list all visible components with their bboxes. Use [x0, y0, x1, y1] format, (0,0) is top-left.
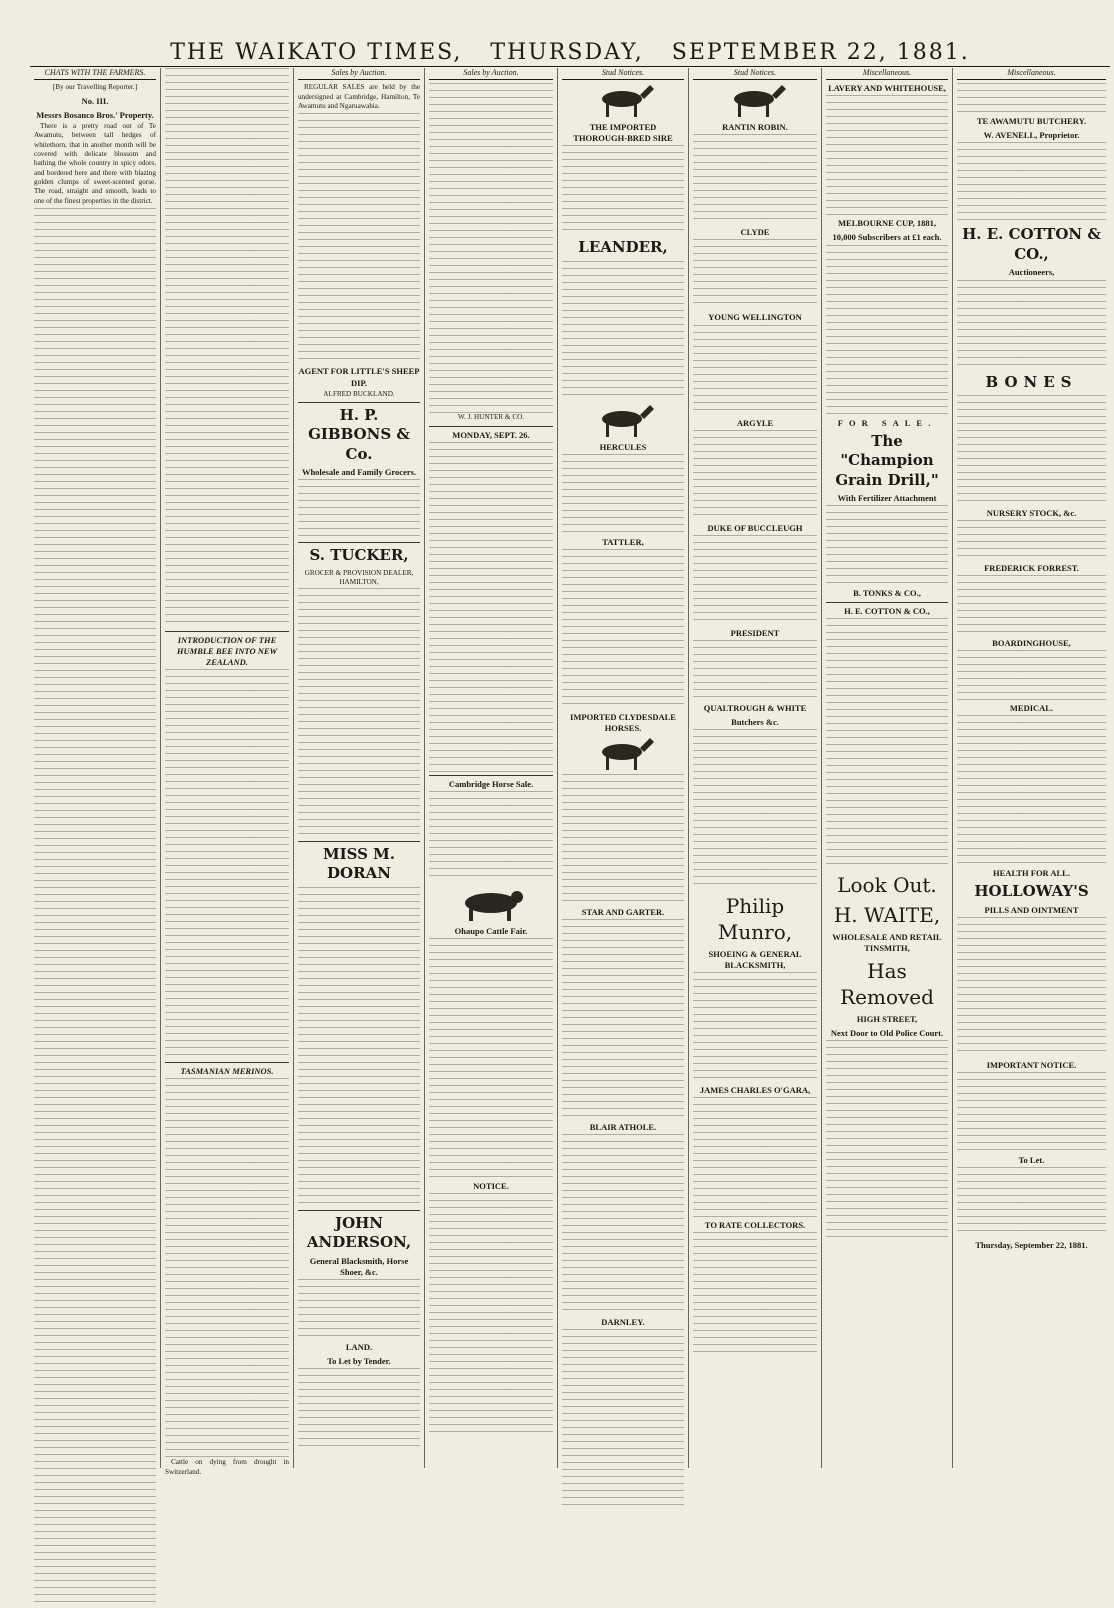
ad-heading-notice: NOTICE. — [473, 1180, 509, 1191]
ad-subheading: 10,000 Subscribers at £1 each. — [832, 232, 942, 243]
ad-body-text — [957, 917, 1106, 1057]
stud-body-text — [693, 239, 817, 309]
ad-heading-cattle-fair: Ohaupo Cattle Fair. — [454, 925, 528, 936]
ad-signature: ALFRED BUCKLAND. — [323, 389, 395, 398]
ad-body-text — [298, 479, 420, 539]
ad-body-text — [957, 83, 1106, 113]
masthead-date: SEPTEMBER 22, 1881. — [671, 39, 970, 65]
ad-heading-holloway: HOLLOWAY'S — [974, 882, 1089, 901]
ad-heading-cotton: H. E. COTTON & CO., — [844, 606, 930, 617]
horse-illustration — [588, 736, 658, 772]
ad-heading-gibbons: H. P. GIBBONS & Co. — [308, 405, 410, 463]
ad-heading-tolet: To Let. — [1018, 1154, 1045, 1165]
ad-body-text — [429, 442, 553, 772]
stud-heading-argyle: ARGYLE — [736, 417, 774, 428]
stud-body-text — [562, 454, 684, 534]
article-heading-bee: INTRODUCTION OF THE HUMBLE BEE INTO NEW ZEALAND. — [176, 635, 278, 668]
ad-body-text — [826, 505, 948, 585]
stud-heading-hercules: HERCULES — [599, 441, 647, 452]
ad-body-text — [693, 972, 817, 1082]
ad-body-text — [429, 1193, 553, 1433]
ad-heading-anderson: JOHN ANDERSON, — [306, 1213, 412, 1252]
masthead-title: THE WAIKATO TIMES, — [170, 39, 463, 65]
ad-heading-melbourne: MELBOURNE CUP, 1881, — [838, 218, 936, 229]
ad-subheading: Butchers &c. — [731, 716, 779, 727]
column-header: Stud Notices. — [693, 68, 817, 80]
imprint-date: Thursday, September 22, 1881. — [975, 1239, 1088, 1250]
stud-heading-rantin: RANTIN ROBIN. — [722, 122, 788, 133]
ad-body-text — [957, 715, 1106, 865]
ad-heading-butchery: TE AWAMUTU BUTCHERY. — [976, 116, 1087, 127]
ad-body-text — [957, 520, 1106, 560]
ad-heading-ogara: JAMES CHARLES O'GARA, — [699, 1084, 811, 1095]
column-header: Stud Notices. — [562, 68, 684, 80]
stud-body-text — [693, 325, 817, 415]
masthead-day: THURSDAY, — [490, 39, 644, 65]
ad-subheading: W. AVENELL, Proprietor. — [983, 130, 1080, 141]
ad-subheading: Auctioneers, — [1008, 267, 1055, 278]
article-body-text — [34, 208, 156, 1608]
column-sales-1 — [294, 68, 425, 1468]
columns — [30, 68, 1110, 1476]
stud-heading-darnley: DARNLEY. — [601, 1317, 645, 1328]
horse-illustration — [588, 403, 658, 439]
ad-heading-removed: Has Removed — [840, 959, 934, 1010]
column-stud-2 — [689, 68, 822, 1468]
stud-body-text — [562, 774, 684, 904]
stud-body-text — [562, 549, 684, 709]
ad-body-text — [957, 280, 1106, 370]
ad-heading-horse-sale: Cambridge Horse Sale. — [448, 778, 534, 789]
ad-body-text — [826, 245, 948, 415]
ad-subheading: With Fertilizer Attachment — [837, 493, 937, 504]
horse-illustration — [588, 83, 658, 119]
ad-date: MONDAY, SEPT. 26. — [452, 429, 530, 440]
ad-body-text — [693, 1097, 817, 1217]
ad-subheading: PILLS AND OINTMENT — [984, 904, 1079, 915]
column-header: Miscellaneous. — [826, 68, 948, 80]
ad-body-text — [957, 395, 1106, 505]
column-header: Sales by Auction. — [298, 68, 420, 80]
ad-heading-nursery: NURSERY STOCK, &c. — [986, 508, 1077, 519]
ad-body-text — [298, 1368, 420, 1448]
byline: [By our Travelling Reporter.] — [52, 83, 138, 92]
article-body-text — [165, 1078, 289, 1458]
ad-body-text — [298, 887, 420, 1207]
ad-body-text — [826, 95, 948, 215]
ad-body-text — [957, 1167, 1106, 1237]
ad-body-text — [826, 1040, 948, 1240]
stud-heading-duke: DUKE OF BUCCLEUGH — [707, 522, 803, 533]
masthead — [30, 38, 1110, 67]
ad-heading-grain-drill: The "Champion Grain Drill," — [835, 431, 939, 489]
column-sales-2 — [425, 68, 558, 1468]
stud-body-text — [562, 145, 684, 235]
column-misc-2 — [953, 68, 1110, 1468]
ad-body-text — [957, 142, 1106, 222]
ad-heading-rates: TO RATE COLLECTORS. — [704, 1219, 806, 1230]
ad-heading-lavery: LAVERY AND WHITEHOUSE, — [828, 83, 946, 94]
article-paragraph: There is a pretty road out of Te Awamutu, between tall hedges of whitethorn, that in another month will be covered with delicate blossom and bathing the whole country in spicy odors, and bordered here and there with blazing golden clumps of sweet-scented gorse. The road, straight and smooth, leads to one of the finest properties in the district. — [34, 121, 156, 205]
ad-subheading: Wholesale and Family Grocers. — [301, 467, 417, 478]
ad-body-text — [429, 938, 553, 1178]
ad-body-text — [298, 1279, 420, 1339]
stud-heading-president: PRESIDENT — [730, 627, 780, 638]
stud-heading-tattler: TATTLER, — [602, 537, 644, 548]
ad-subheading: HIGH STREET, — [856, 1014, 918, 1025]
ad-body-text — [429, 791, 553, 881]
ad-heading-lookout: Look Out. — [837, 873, 937, 898]
ad-heading-waite: H. WAITE, — [833, 903, 941, 928]
ad-body-text — [693, 1232, 817, 1352]
ad-body-text — [298, 588, 420, 838]
article-body-text — [165, 68, 289, 628]
stud-body-text — [693, 535, 817, 625]
column-header: Sales by Auction. — [429, 68, 553, 80]
ad-signature: W. J. HUNTER & CO. — [457, 413, 525, 422]
ad-heading-land: LAND. — [345, 1341, 373, 1352]
horse-illustration — [720, 83, 790, 119]
ad-body-text — [957, 575, 1106, 635]
article-number: No. III. — [81, 95, 109, 106]
ad-subheading: General Blacksmith, Horse Shoer, &c. — [309, 1255, 409, 1277]
ad-heading-doran: MISS M. DORAN — [322, 844, 395, 883]
stud-body-text — [693, 430, 817, 520]
column-stud-1 — [558, 68, 689, 1468]
ad-heading-cotton: H. E. COTTON & CO., — [962, 225, 1101, 263]
stud-heading-star: STAR AND GARTER. — [581, 907, 665, 918]
ad-heading-tonks: B. TONKS & CO., — [853, 588, 921, 599]
ad-heading-health: HEALTH FOR ALL. — [993, 868, 1070, 879]
article-heading-merinos: TASMANIAN MERINOS. — [180, 1066, 274, 1077]
ad-body-text — [693, 729, 817, 889]
stud-heading-leander: LEANDER, — [578, 238, 668, 257]
stud-heading-imported: IMPORTED CLYDESDALE HORSES. — [570, 712, 676, 734]
ad-subheading: FREDERICK FORREST. — [984, 563, 1079, 574]
ad-heading-boarding: BOARDINGHOUSE, — [992, 638, 1071, 649]
ad-heading-munro: Philip Munro, — [717, 893, 793, 944]
ad-body-text — [957, 1072, 1106, 1152]
ad-subheading: To Let by Tender. — [327, 1355, 391, 1366]
stud-body-text — [693, 640, 817, 700]
column-articles — [161, 68, 294, 1476]
ad-body-text — [298, 113, 420, 363]
ad-subheading: GROCER & PROVISION DEALER, HAMILTON, — [304, 568, 414, 587]
column-misc-1 — [822, 68, 953, 1468]
stud-body-text — [562, 1329, 684, 1509]
ad-text: REGULAR SALES are held by the undersigned at Cambridge, Hamilton, Te Awamutu and Ngaruawahia. — [298, 83, 420, 111]
column-header: Miscellaneous. — [957, 68, 1106, 80]
ad-heading-bones: BONES — [985, 372, 1078, 391]
stud-body-text — [562, 261, 684, 401]
stud-heading-wellington: YOUNG WELLINGTON — [708, 312, 802, 323]
stud-body-text — [562, 1134, 684, 1314]
stud-heading: THE IMPORTED THOROUGH-BRED SIRE — [573, 122, 673, 144]
ad-subheading: WHOLESALE AND RETAIL TINSMITH, — [832, 932, 942, 954]
ad-body-text — [826, 618, 948, 868]
ad-subheading: Next Door to Old Police Court. — [830, 1028, 944, 1039]
ad-body-text — [957, 650, 1106, 700]
column-header: CHATS WITH THE FARMERS. — [34, 68, 156, 80]
ad-body-text — [429, 83, 553, 413]
stud-body-text — [693, 134, 817, 224]
ad-heading-notice: IMPORTANT NOTICE. — [986, 1059, 1077, 1070]
stud-body-text — [562, 919, 684, 1119]
ad-heading: AGENT FOR LITTLE'S SHEEP DIP. — [298, 366, 420, 388]
stud-heading-clyde: CLYDE — [740, 227, 770, 238]
cattle-illustration — [451, 883, 531, 923]
ad-heading-tucker: S. TUCKER, — [309, 546, 409, 565]
ad-heading-medical: MEDICAL. — [1009, 703, 1054, 714]
column-chats — [30, 68, 161, 1468]
stud-heading-blair: BLAIR ATHOLE. — [589, 1122, 657, 1133]
ad-heading-qualtrough: QUALTROUGH & WHITE — [703, 702, 807, 713]
ad-subheading: SHOEING & GENERAL BLACKSMITH, — [708, 948, 802, 970]
article-subtitle: Messrs Bosanco Bros.' Property. — [36, 109, 154, 120]
article-paragraph: Cattle on dying from drought in Switzerland. — [165, 1458, 289, 1476]
ad-heading-forsale: FOR SALE. — [837, 417, 937, 428]
article-body-text — [165, 669, 289, 1059]
